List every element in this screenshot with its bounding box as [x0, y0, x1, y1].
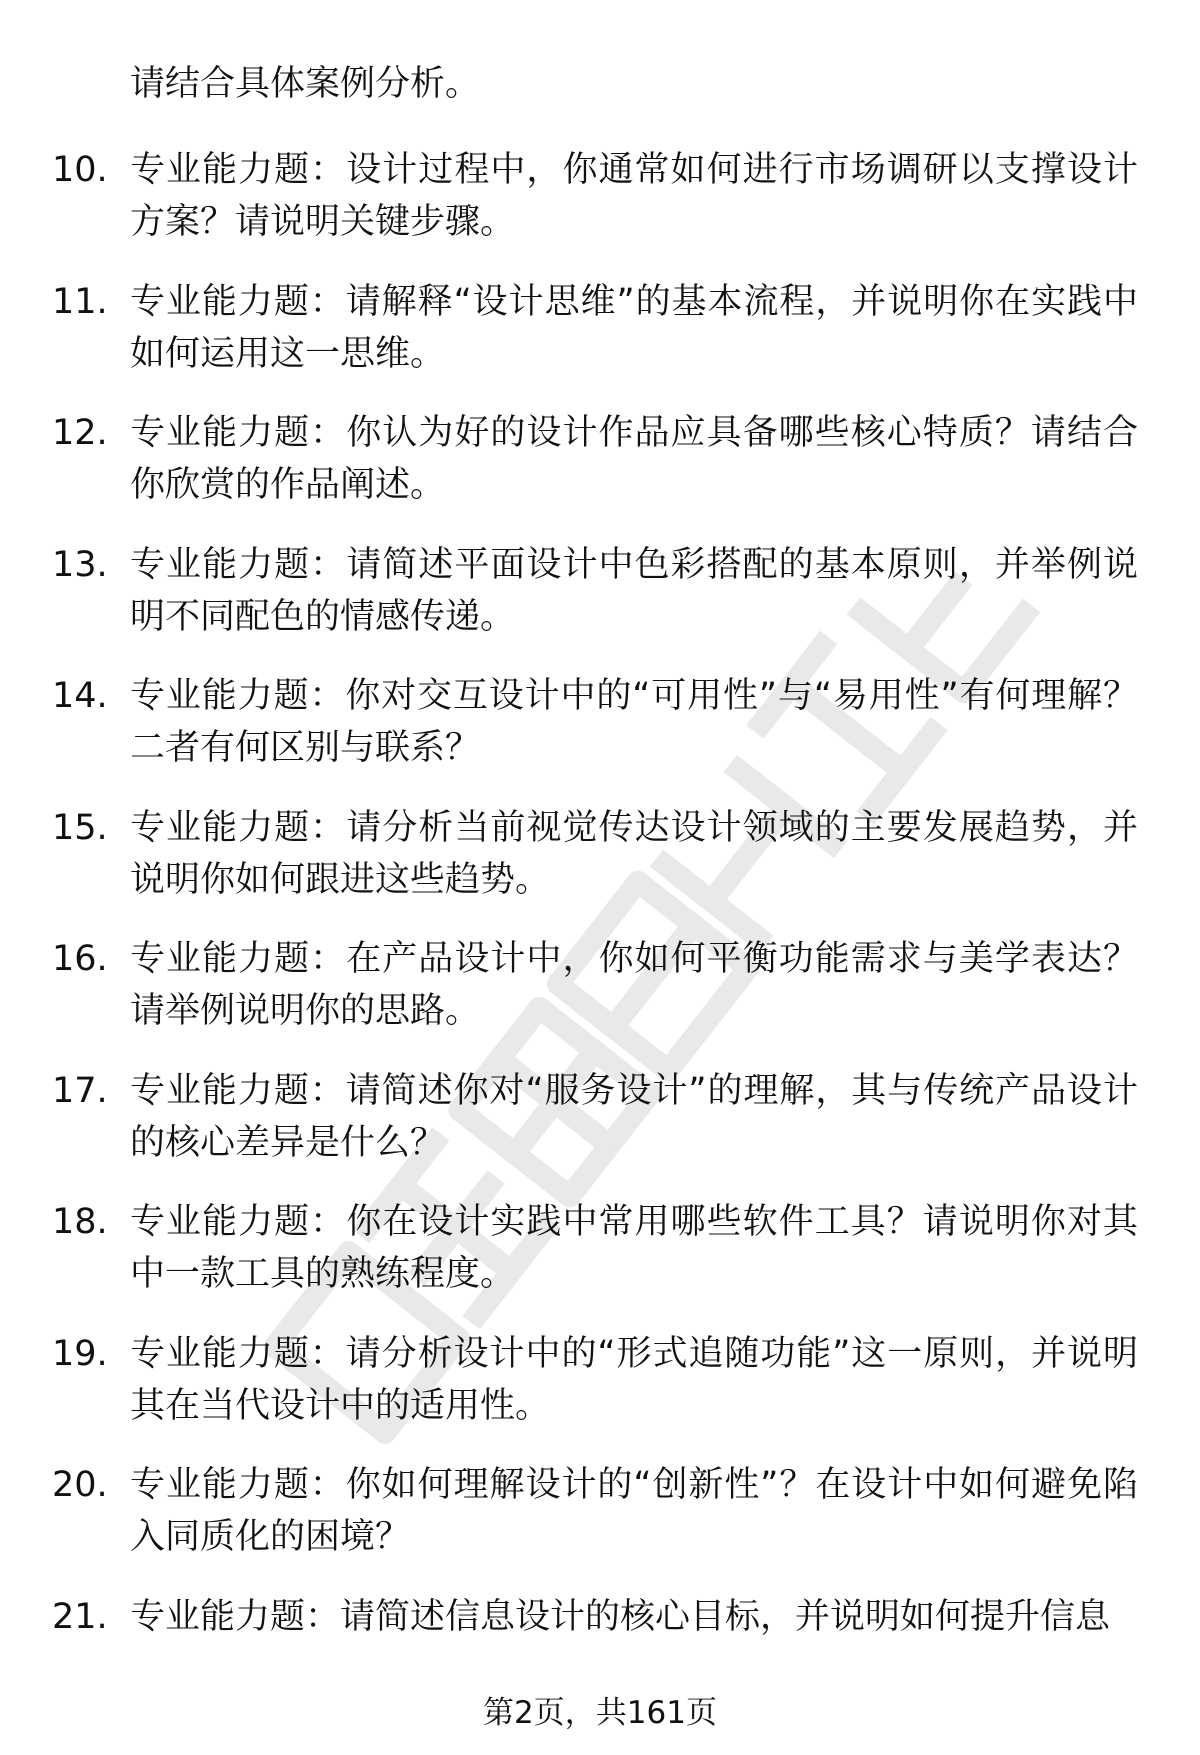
question-text: 专业能力题：请解释“设计思维”的基本流程，并说明你在实践中如何运用这一思维。	[130, 281, 1138, 374]
question-text: 专业能力题：你在设计实践中常用哪些软件工具？请说明你对其中一款工具的熟练程度。	[130, 1202, 1138, 1294]
page-footer: 第2页，共161页	[483, 1695, 717, 1731]
question-list	[0, 144, 1200, 1722]
question-number: 21.	[52, 1596, 108, 1637]
list-item	[0, 1065, 1200, 1197]
question-number: 18.	[52, 1202, 108, 1242]
question-text: 专业能力题：请分析当前视觉传达设计领域的主要发展趋势，并说明你如何跟进这些趋势。	[130, 807, 1138, 900]
list-item	[0, 539, 1200, 671]
list-item	[0, 276, 1200, 408]
question-number: 14.	[52, 676, 108, 716]
question-text: 专业能力题：在产品设计中，你如何平衡功能需求与美学表达？请举例说明你的思路。	[130, 939, 1138, 1031]
question-text: 专业能力题：设计过程中，你通常如何进行市场调研以支撑设计方案？请说明关键步骤。	[130, 150, 1138, 242]
question-number: 20.	[52, 1465, 108, 1505]
list-item	[0, 802, 1200, 934]
question-number: 13.	[52, 544, 108, 585]
question-text: 专业能力题：你认为好的设计作品应具备哪些核心特质？请结合你欣赏的作品阐述。	[130, 413, 1138, 505]
question-number: 12.	[52, 413, 108, 453]
question-number: 16.	[52, 939, 108, 979]
list-item	[0, 1328, 1200, 1460]
list-item	[0, 144, 1200, 276]
list-item	[0, 407, 1200, 539]
question-number: 19.	[52, 1333, 108, 1374]
question-text: 专业能力题：你如何理解设计的“创新性”？在设计中如何避免陷入同质化的困境？	[130, 1465, 1138, 1557]
question-text: 专业能力题：请简述信息设计的核心目标，并说明如何提升信息	[130, 1596, 1111, 1637]
question-number: 10.	[52, 150, 108, 190]
question-text: 专业能力题：你对交互设计中的“可用性”与“易用性”有何理解？二者有何区别与联系？	[130, 676, 1138, 768]
list-item	[0, 670, 1200, 802]
question-text: 专业能力题：请简述你对“服务设计”的理解，其与传统产品设计的核心差异是什么？	[130, 1070, 1138, 1163]
question-text: 专业能力题：请简述平面设计中色彩搭配的基本原则，并举例说明不同配色的情感传递。	[130, 544, 1138, 637]
continuation-text: 请结合具体案例分析。	[130, 64, 481, 104]
question-number: 11.	[52, 281, 108, 322]
list-item	[0, 1459, 1200, 1591]
question-number: 15.	[52, 807, 108, 848]
question-text: 专业能力题：请分析设计中的“形式追随功能”这一原则，并说明其在当代设计中的适用性。	[130, 1333, 1138, 1426]
list-item	[0, 1196, 1200, 1328]
list-item	[0, 933, 1200, 1065]
question-number: 17.	[52, 1070, 108, 1111]
